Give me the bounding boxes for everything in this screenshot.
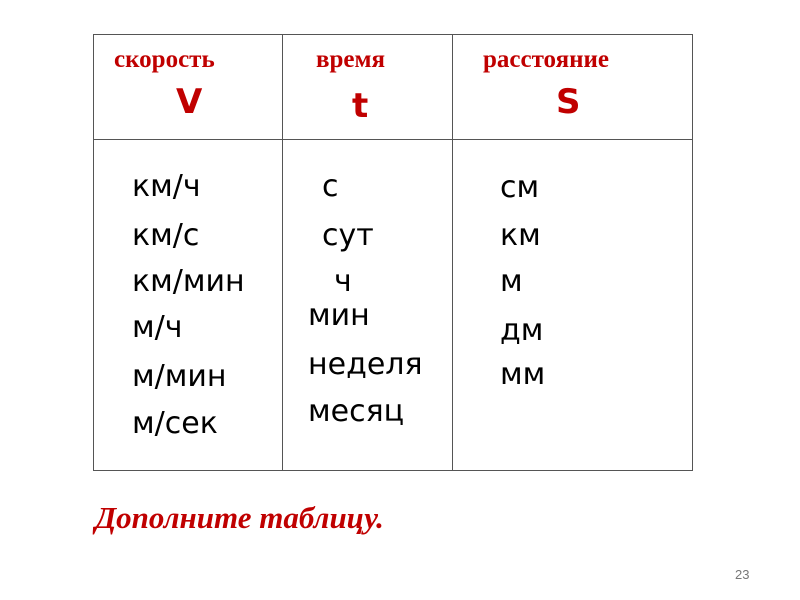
header-divider bbox=[94, 139, 692, 140]
time-unit: ч bbox=[334, 264, 352, 299]
speed-unit: км/мин bbox=[132, 264, 245, 299]
distance-unit: км bbox=[500, 218, 541, 253]
column-divider bbox=[452, 35, 453, 470]
distance-unit: м bbox=[500, 264, 523, 299]
header-distance-symbol: S bbox=[556, 82, 581, 122]
header-speed-name: скорость bbox=[114, 46, 215, 73]
header-distance-name: расстояние bbox=[483, 46, 610, 73]
header-time-symbol: t bbox=[352, 86, 369, 126]
header-time-name: время bbox=[316, 46, 386, 73]
time-unit: месяц bbox=[308, 394, 405, 429]
time-unit: неделя bbox=[308, 347, 423, 382]
speed-unit: км/с bbox=[132, 218, 200, 253]
time-unit: сут bbox=[322, 218, 374, 253]
time-unit: мин bbox=[308, 298, 370, 333]
speed-unit: м/мин bbox=[132, 359, 227, 394]
slide-number: 23 bbox=[735, 567, 750, 582]
distance-unit: мм bbox=[500, 357, 546, 392]
speed-unit: км/ч bbox=[132, 169, 201, 204]
distance-unit: см bbox=[500, 170, 540, 205]
time-unit: с bbox=[322, 169, 339, 204]
column-divider bbox=[282, 35, 283, 470]
speed-unit: м/сек bbox=[132, 406, 218, 441]
distance-unit: дм bbox=[500, 313, 544, 348]
header-speed-symbol: V bbox=[176, 82, 203, 122]
task-instruction: Дополните таблицу. bbox=[95, 500, 384, 535]
speed-unit: м/ч bbox=[132, 310, 183, 345]
